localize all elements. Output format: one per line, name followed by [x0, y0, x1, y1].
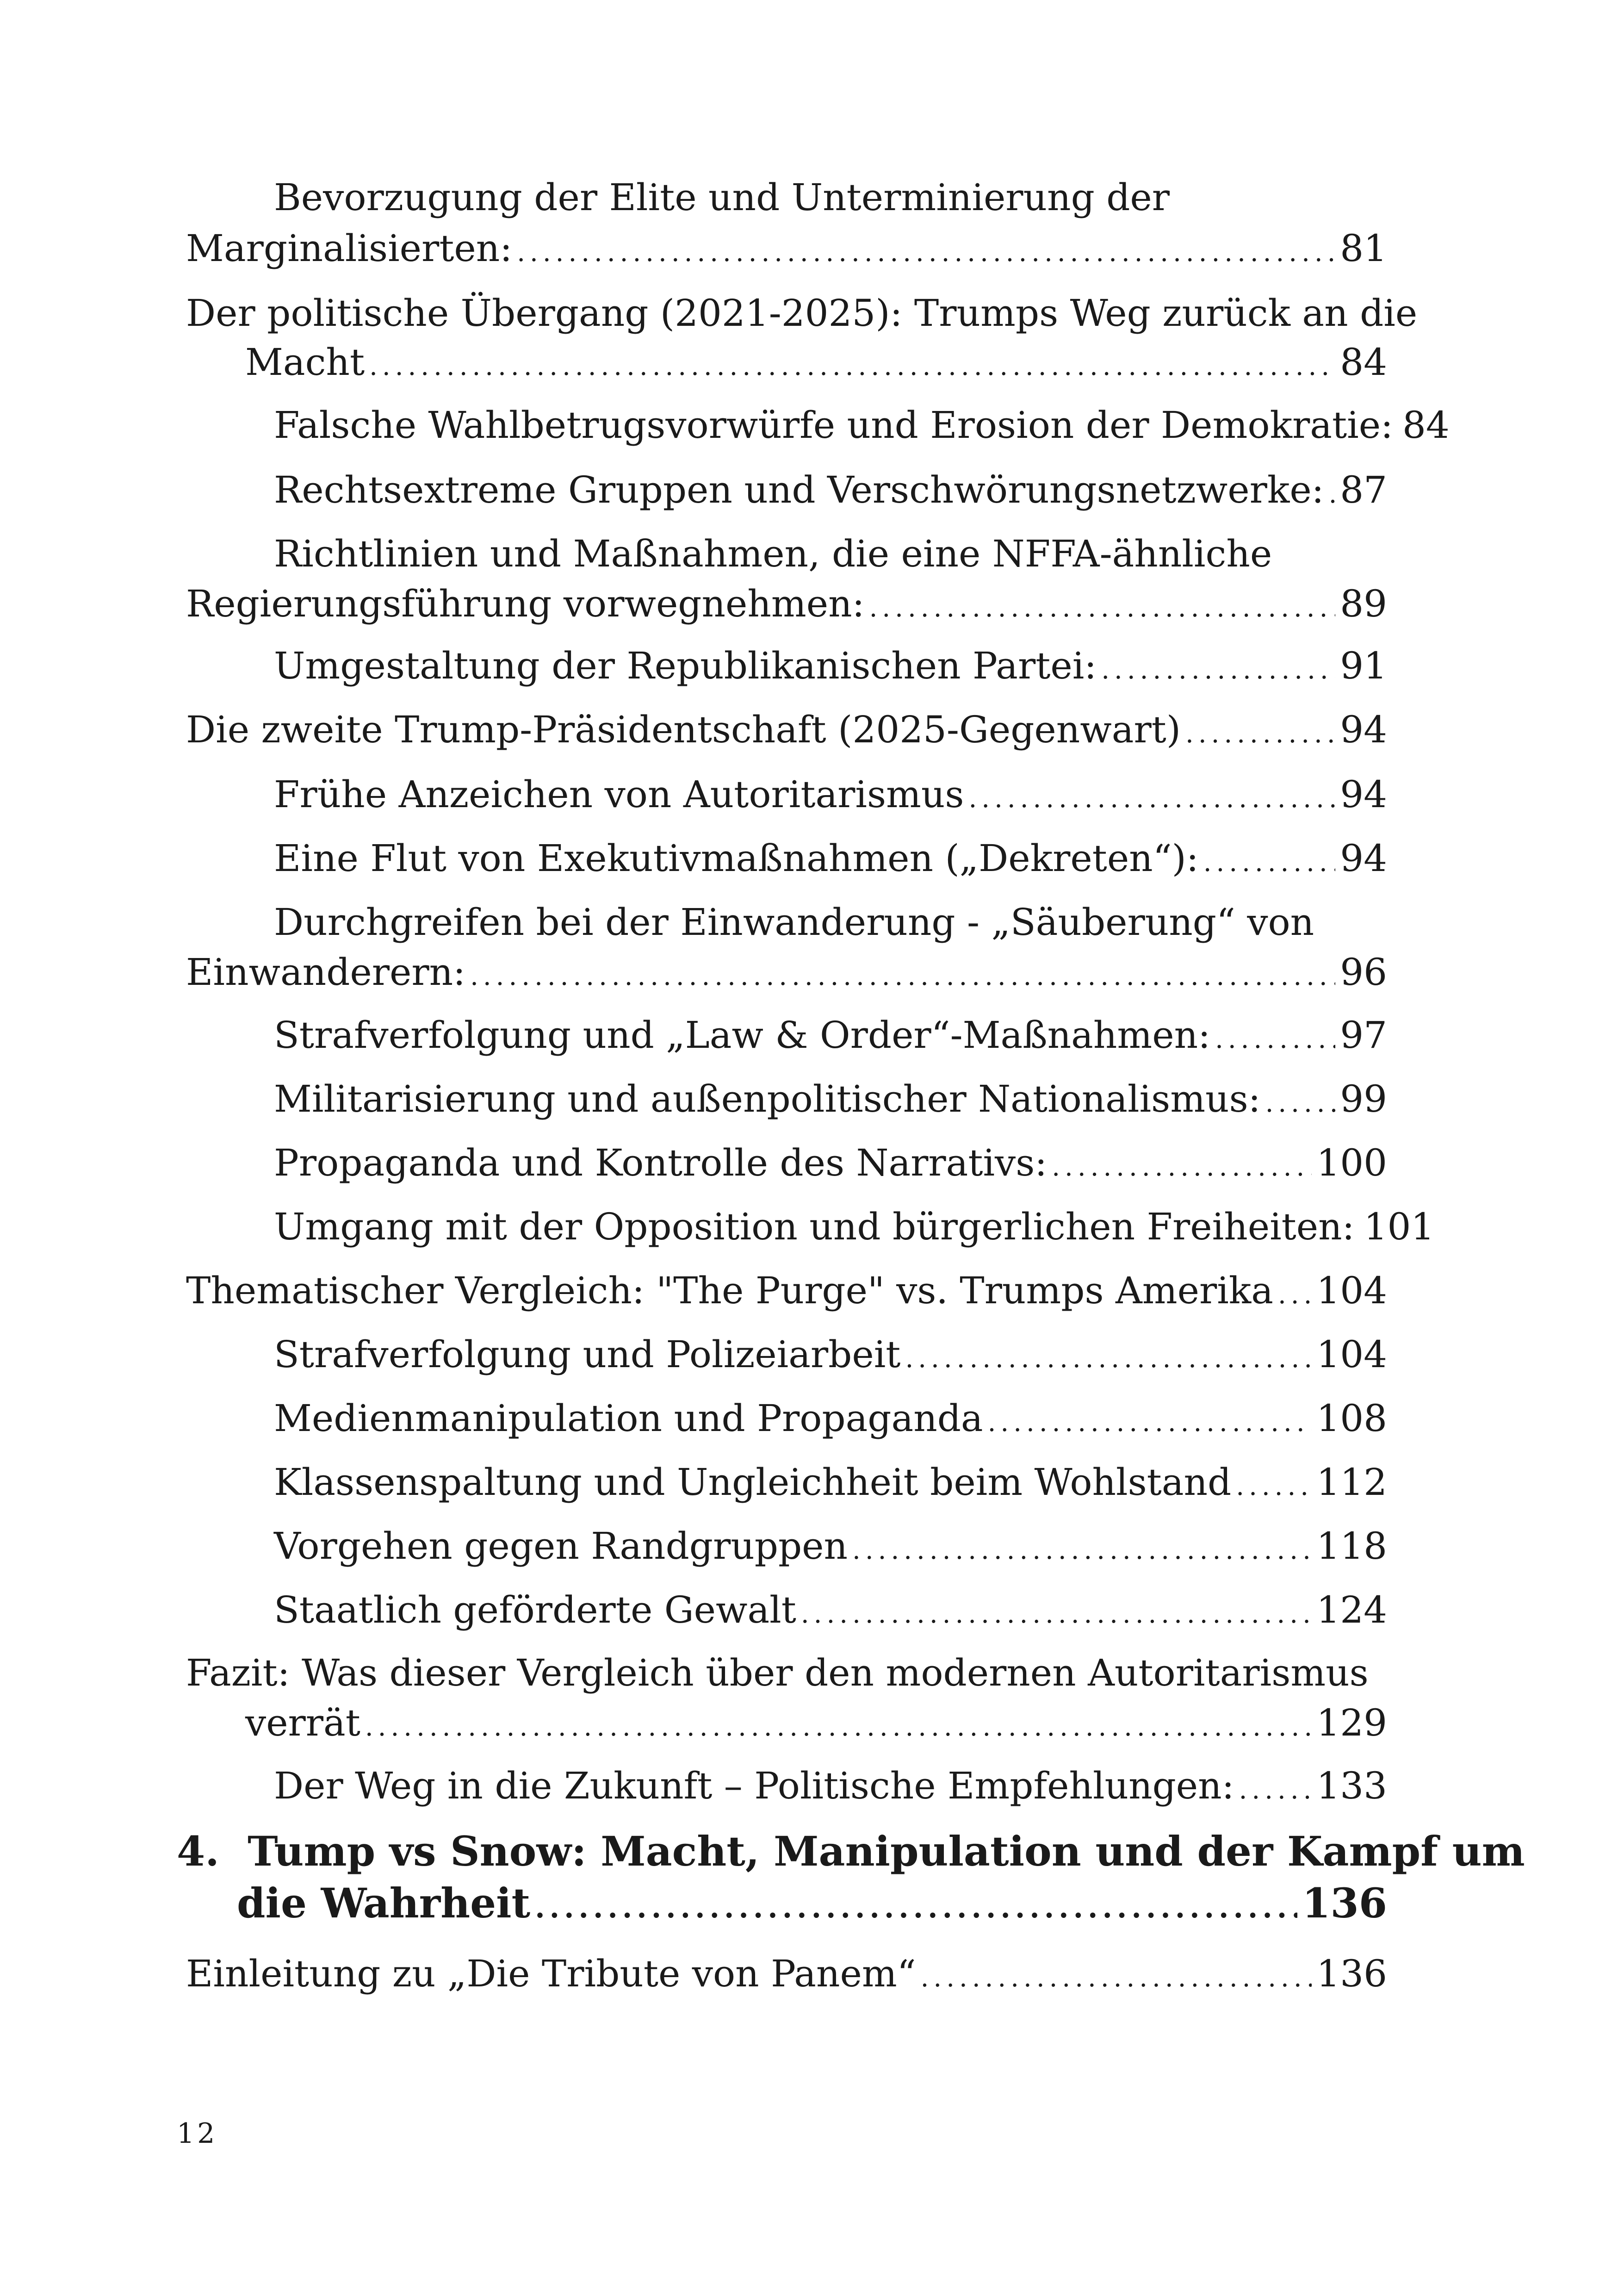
toc-entry-title: Falsche Wahlbetrugsvorwürfe und Erosion der Demokratie:	[274, 404, 1393, 447]
toc-page-number: 118	[1316, 1524, 1387, 1568]
toc-page-number: 97	[1340, 1014, 1387, 1057]
toc-entry-title-line1: Bevorzugung der Elite und Unterminierung der	[274, 176, 1170, 219]
toc-entry-title: Eine Flut von Exekutivmaßnahmen („Dekreten“):	[274, 837, 1199, 880]
toc-entry-title: Klassenspaltung und Ungleichheit beim Wohlstand	[274, 1461, 1232, 1504]
dot-leader	[1329, 479, 1336, 509]
toc-entry-title: Strafverfolgung und „Law & Order“-Maßnahmen:	[274, 1014, 1211, 1057]
toc-page-number: 124	[1316, 1588, 1387, 1631]
toc-entry-title-line2: Macht	[245, 341, 365, 384]
toc-page-number: 84	[1402, 404, 1450, 447]
toc-entry-title: Propaganda und Kontrolle des Narrativs:	[274, 1141, 1048, 1184]
toc-entry-title: Thematischer Vergleich: "The Purge" vs. Trumps Amerika	[186, 1269, 1273, 1312]
toc-entry-title-line1: 4. Tump vs Snow: Macht, Manipulation und der Kampf um	[177, 1827, 1525, 1875]
toc-entry-title-line1: Der politische Übergang (2021-2025): Trumps Weg zurück an die	[186, 292, 1418, 335]
dot-leader	[988, 1407, 1312, 1437]
dot-leader	[470, 961, 1335, 991]
dot-leader	[1236, 1471, 1312, 1501]
toc-page-number: 87	[1340, 468, 1387, 511]
dot-leader	[869, 593, 1336, 623]
toc-page-number: 104	[1316, 1269, 1387, 1312]
toc-page-number: 94	[1340, 837, 1387, 880]
page-number: 12	[177, 2117, 218, 2150]
toc-page-number: 104	[1316, 1333, 1387, 1376]
toc-page-number: 108	[1316, 1397, 1387, 1440]
toc-entry-title-line2: Einwanderern:	[186, 951, 466, 994]
toc-page-number: 129	[1316, 1701, 1387, 1744]
toc-entry-title: Einleitung zu „Die Tribute von Panem“	[186, 1952, 916, 1995]
toc-entry-title: Umgang mit der Opposition und bürgerlichen Freiheiten:	[274, 1205, 1355, 1248]
toc-page-number: 94	[1340, 773, 1387, 816]
toc-entry-title: Rechtsextreme Gruppen und Verschwörungsnetzwerke:	[274, 468, 1324, 511]
toc-page-number: 91	[1340, 644, 1387, 687]
dot-leader	[1239, 1775, 1312, 1805]
toc-entry-title-line1: Durchgreifen bei der Einwanderung - „Säuberung“ von	[274, 901, 1314, 944]
dot-leader	[1278, 1280, 1312, 1310]
toc-entry-title-line2: die Wahrheit	[237, 1879, 531, 1927]
toc-page-number: 96	[1340, 951, 1387, 994]
dot-leader	[852, 1535, 1312, 1565]
toc-page-number: 89	[1340, 582, 1387, 625]
toc-entry-title-line2: Regierungsführung vorwegnehmen:	[186, 582, 865, 625]
toc-page-number: 133	[1316, 1764, 1387, 1807]
toc-page-number: 94	[1340, 708, 1387, 751]
toc-entry-title: Medienmanipulation und Propaganda	[274, 1397, 983, 1440]
dot-leader	[1101, 655, 1335, 685]
dot-leader	[365, 1712, 1312, 1742]
toc-entry-title: Strafverfolgung und Polizeiarbeit	[274, 1333, 901, 1376]
dot-leader	[535, 1891, 1297, 1924]
dot-leader	[1215, 1024, 1335, 1054]
dot-leader	[1185, 719, 1335, 749]
dot-leader	[801, 1599, 1312, 1629]
toc-page-number: 112	[1316, 1461, 1387, 1504]
toc-page-number: 81	[1340, 227, 1387, 270]
toc-page-number: 99	[1340, 1077, 1387, 1120]
dot-leader	[905, 1344, 1312, 1374]
toc-entry-title: Vorgehen gegen Randgruppen	[274, 1524, 848, 1568]
dot-leader	[1203, 847, 1335, 877]
toc-page-number: 101	[1364, 1205, 1435, 1248]
toc-entry-title: Staatlich geförderte Gewalt	[274, 1588, 796, 1631]
toc-entry-title-line2: Marginalisierten:	[186, 227, 513, 270]
toc-page-number: 100	[1316, 1141, 1387, 1184]
toc-entry-title: Der Weg in die Zukunft – Politische Empfehlungen:	[274, 1764, 1234, 1807]
toc-page-number: 84	[1340, 341, 1387, 384]
dot-leader	[1265, 1088, 1336, 1118]
dot-leader	[369, 351, 1335, 381]
dot-leader	[968, 784, 1335, 814]
toc-entry-title: Die zweite Trump-Präsidentschaft (2025-Gegenwart)	[186, 708, 1181, 751]
dot-leader	[1052, 1152, 1312, 1182]
toc-entry-title-line1: Fazit: Was dieser Vergleich über den modernen Autoritarismus	[186, 1651, 1369, 1694]
toc-entry-title: Umgestaltung der Republikanischen Partei:	[274, 644, 1097, 687]
toc-entry-title: Militarisierung und außenpolitischer Nationalismus:	[274, 1077, 1261, 1120]
toc-entry-title-line2: verrät	[245, 1701, 360, 1744]
toc-page-number: 136	[1316, 1952, 1387, 1995]
dot-leader	[921, 1963, 1312, 1993]
dot-leader	[517, 237, 1335, 268]
toc-page-number: 136	[1302, 1879, 1387, 1927]
toc-entry-title: Frühe Anzeichen von Autoritarismus	[274, 773, 964, 816]
toc-entry-title-line1: Richtlinien und Maßnahmen, die eine NFFA-ähnliche	[274, 532, 1272, 575]
